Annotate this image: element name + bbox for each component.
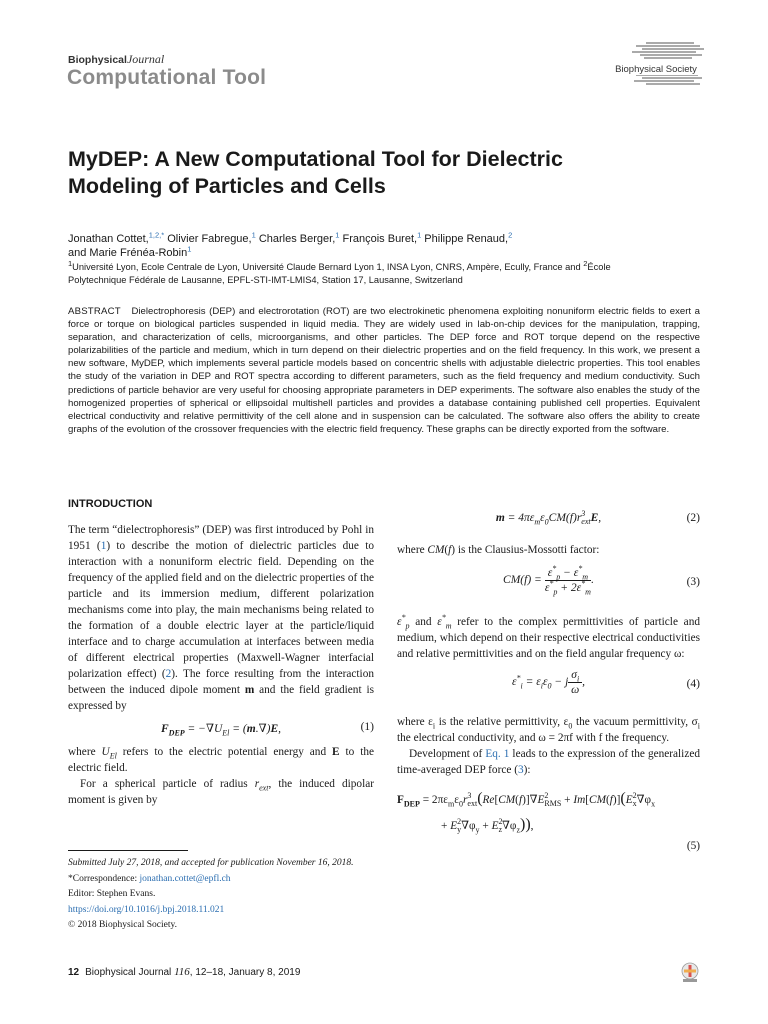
right-paragraph-development: Development of Eq. 1 leads to the expression of the generalized time-averaged DEP force (3): <box>397 748 701 776</box>
affiliation-ref[interactable]: 1 <box>187 244 192 254</box>
affiliation-ref[interactable]: 1 <box>417 230 422 240</box>
right-paragraph-definitions: where $\varepsilon_i$ is the relative permittivity, $\varepsilon_0$ the vacuum permittivity, $\sigma_i$ the electrical conductivity, and ω = 2πf with f the frequency. <box>397 716 700 744</box>
title-line-2: Modeling of Particles and Cells <box>68 174 386 198</box>
abstract <box>68 305 700 436</box>
affiliation-ref[interactable]: 1,2,* <box>148 230 165 240</box>
paper-title <box>68 146 708 200</box>
copyright: © 2018 Biophysical Society. <box>68 920 177 930</box>
equation-number: (5) <box>686 840 700 852</box>
society-name: Biophysical Society <box>606 64 706 75</box>
intro-paragraph-2: where $U_{El}$ refers to the electric potential energy and E to the electric field. <box>68 746 374 774</box>
equation-link[interactable]: Eq. 1 <box>485 748 510 760</box>
equation-1: $F_{DEP} = -\nabla U_{El} = (m.\nabla)E$, (1) <box>161 721 374 738</box>
citation-link[interactable]: 2 <box>165 668 172 680</box>
page-footer: 12 Biophysical Journal 116, 12–18, January 8, 2019 <box>68 966 301 978</box>
author-list: Jonathan Cottet,$^{1,2,*}$ Olivier Fabregue,$^1$ Charles Berger,$^1$ François Buret,$^1$ Philippe Renaud,$^2$ and Marie Frénéa-Robin$^1$ <box>68 230 513 259</box>
left-column <box>68 498 374 808</box>
journal-logo: BiophysicalJournal <box>68 52 165 66</box>
doi-link[interactable]: https://doi.org/10.1016/j.bpj.2018.11.021 <box>68 904 225 915</box>
equation-number: (2) <box>686 512 700 524</box>
right-paragraph-permittivity: $\varepsilon^*_p$ and $\varepsilon^*_m$ refer to the complex permittivities of particle and medium, which depend on their respective electrical conductivities and relative permittivities and on the field angular frequency ω: <box>397 613 700 660</box>
equation-5: $F_{DEP} = 2\pi\varepsilon_m\varepsilon_0r^3_{ext}(Re[CM(f)]\nabla E^2_{RMS} + Im[CM(f)](E^2_x\nabla\varphi_x$ + $E^2_y\nabla\varphi_y + E^2_z\nabla\varphi_z$)), (5) <box>397 790 700 852</box>
intro-paragraph-3: For a spherical particle of radius $r_{ext}$, the induced dipolar moment is given by <box>68 778 374 806</box>
affiliation-ref[interactable]: 2 <box>508 230 513 240</box>
footnote-divider <box>68 850 188 851</box>
citation-link[interactable]: 3 <box>517 764 524 776</box>
equation-number: (1) <box>360 721 374 733</box>
citation-link[interactable]: 1 <box>100 540 107 552</box>
equation-2: $m = 4\pi\varepsilon_m\varepsilon_0CM(f)r^3_{ext}E$, (2) <box>495 509 700 527</box>
affiliation-ref[interactable]: 1 <box>335 230 340 240</box>
affiliations: $^1$Université Lyon, Ecole Centrale de Lyon, Université Claude Bernard Lyon 1, INSA Lyon, CNRS, Ampère, Ecully, France and $^2$École Polytechnique Fédérale de Lausanne, EPFL-STI-IMT-LMIS4, Station 17, Lausanne, Switzerland <box>68 258 611 285</box>
abstract-label: ABSTRACT <box>68 306 121 317</box>
footnotes <box>68 856 378 934</box>
crossmark-icon[interactable] <box>680 962 700 984</box>
correspondence: *Correspondence: jonathan.cottet@epfl.ch <box>68 873 231 884</box>
equation-number: (4) <box>686 678 700 690</box>
right-column <box>397 508 700 858</box>
page-number: 12 <box>68 967 80 978</box>
equation-number: (3) <box>686 576 700 588</box>
section-label: Computational Tool <box>67 66 267 89</box>
section-heading-introduction: INTRODUCTION <box>68 498 153 510</box>
title-line-1: MyDEP: A New Computational Tool for Dielectric <box>68 147 563 171</box>
right-paragraph-cm: where CM(f) is the Clausius-Mossotti factor: <box>397 544 600 556</box>
submission-note: Submitted July 27, 2018, and accepted for publication November 16, 2018. <box>68 858 354 868</box>
abstract-text: Dielectrophoresis (DEP) and electrorotation (ROT) are two electrokinetic phenomena exploiting nonuniform electric fields to exert a force or torque on biological particles suspended in liquid media. They are widely used in lab-on-chip devices for the manipulation, trapping, separation, and characterization of cells, microorganisms, and other particles. The DEP force and ROT torque depend on the respective polarizabilities of the particle and medium, which in turn depend on their dielectric properties and on the field frequency. In this work, we present a new software, MyDEP, which implements several particle models based on concentric shells with adjustable dielectric properties. This tool enables the study of the variation in DEP and ROT spectra according to different parameters, such as the field frequency and medium conductivity. Such predictions of particle behavior are very useful for choosing appropriate parameters in DEP experiments. The software also enables the study of the homogenized properties of spherical or ellipsoidal multishell particles and provides a database containing published cell properties. Equivalent electrical conductivity and relative permittivity of the cell alone and in suspension can be calculated. The software also offers the ability to create graphs of the evolution of the crossover frequencies with the electric field frequency. These graphs can be directly exported from the software. <box>68 306 700 435</box>
editor-note: Editor: Stephen Evans. <box>68 889 156 899</box>
intro-paragraph-1: The term “dielectrophoresis” (DEP) was first introduced by Pohl in 1951 (1) to describe the motion of dielectric particles due to interaction with a nonuniform electric field. Depending on the frequency of the applied field and on the dielectric properties of the particle and its immersion medium, different polarization mechanisms come into play, the main mechanisms being related to the formation of a double electric layer at the particle/liquid interface and to charge accumulation at interfaces between media of different electrical properties (Maxwell-Wagner interfacial polarization effect) (2). The force resulting from the interaction between the induced dipole moment m and the field gradient is expressed by <box>68 524 374 712</box>
equation-4: $\varepsilon^*_i = \varepsilon_i\varepsilon_0 - j$ $\frac{\sigma_i}{\omega}$ , (4) <box>511 669 700 696</box>
equation-3: CM(f) = $\frac{\varepsilon^*_p - \varepsilon^*_m}{\varepsilon^*_p + 2\varepsilon^*_m}$ . (3) <box>503 564 700 597</box>
affiliation-ref[interactable]: 1 <box>251 230 256 240</box>
correspondence-email-link[interactable]: jonathan.cottet@epfl.ch <box>139 873 231 884</box>
